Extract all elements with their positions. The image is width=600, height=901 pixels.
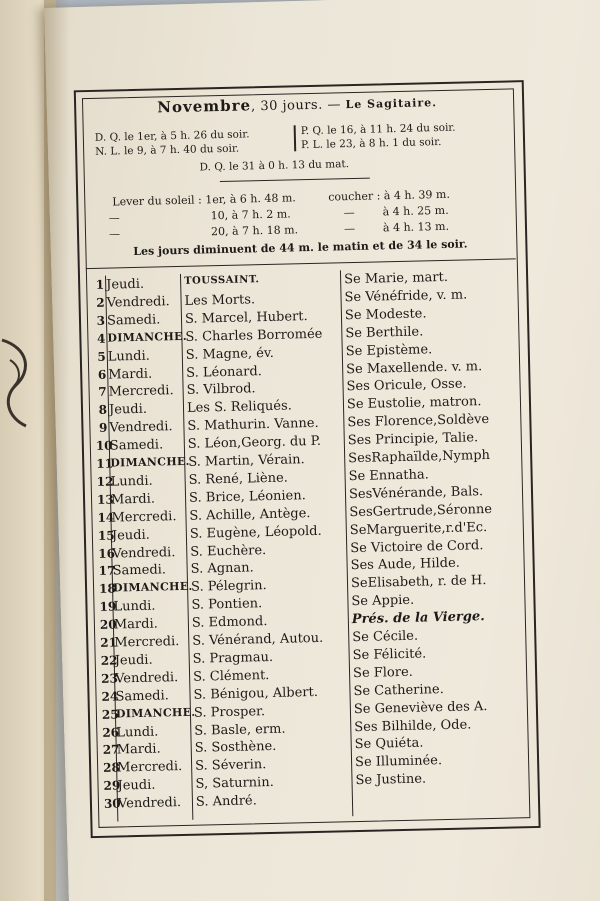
day-number: 8 [98,402,108,418]
male-saint: S. Euchère. [190,542,267,560]
weekday: Lundi. [110,473,153,490]
moon-phase-first-quarter: P. Q. le 16, à 11 h. 24 du soir. [300,121,456,138]
weekday: Samedi. [109,437,164,454]
day-number: 4 [96,331,106,346]
female-saint: Se Flore. [352,664,414,681]
day-number: 19 [99,599,117,615]
day-number: 11 [96,456,114,471]
male-saint: S. André. [195,793,257,810]
male-saint: S. Achille, Antège. [189,505,311,524]
male-saint: S. René, Liène. [188,470,288,488]
female-saint: Se Victoire de Cord. [350,537,484,556]
day-number: 30 [103,796,121,811]
sun-dash: — [343,221,356,236]
day-number: 12 [96,474,114,489]
female-saint: Ses Aude, Hilde. [350,556,461,574]
male-saint: S. Clément. [192,667,270,685]
weekday: Mardi. [110,491,156,508]
female-saint: Se Epistème. [345,341,433,359]
male-saint: S. Prosper. [193,703,266,721]
day-number: 5 [97,349,106,364]
male-saint: S. Marcel, Hubert. [184,308,308,327]
female-saint: Se Illuminée. [354,753,443,771]
female-saint: Se Quiéta. [354,735,424,753]
day-number: 25 [101,707,119,722]
weekday: Jeudi. [108,402,148,418]
weekday: Vendredi. [114,669,179,687]
female-saint: Se Justine. [355,771,427,789]
month-name: Novembre [157,96,252,117]
male-saint: S. Basle, erm. [194,721,286,739]
day-number: 29 [103,778,121,794]
weekday: Jeudi. [111,527,150,544]
male-saint: S. Sosthène. [194,739,277,757]
sun-dash: — [108,211,120,225]
day-number: 13 [96,492,114,507]
male-saint: TOUSSAINT. [184,274,260,287]
male-saint: S. Vénérand, Autou. [192,630,324,649]
female-saint: Ses Bilhilde, Ode. [354,716,472,735]
sunset-row-2: à 4 h. 25 m. [382,203,449,219]
female-saint: Se Ennatha. [348,467,429,485]
weekday: Jeudi. [106,276,145,293]
day-number: 15 [97,528,115,543]
weekday: Vendredi. [117,795,182,812]
female-saint: Se Appie. [351,592,415,610]
female-saint: Se Maxellende. v. m. [346,358,483,377]
moon-phase-last-quarter: D. Q. le 1er, à 5 h. 26 du soir. [94,128,250,144]
sunset-row-3: à 4 h. 13 m. [382,219,450,235]
male-saint: S. Léon,Georg. du P. [187,433,322,452]
month-length: , 30 jours. — [250,97,346,115]
female-saint: Prés. de la Vierge. [351,609,485,628]
male-saint: S. Séverin. [194,757,267,775]
day-number: 23 [100,671,118,686]
daylength-note: Les jours diminuent de 44 m. le matin et de 34 le soir. [133,237,468,259]
female-saint: SeMarguerite,r.d'Ec. [349,519,488,538]
day-number: 17 [98,563,116,579]
weekday: Mercredi. [114,634,180,651]
female-saint: Se Cécile. [352,628,419,646]
female-saint: SesRaphaïlde,Nymph [348,447,491,467]
decorative-ornament-icon [0,330,34,440]
sun-dash: — [343,205,355,220]
weekday: Mardi. [113,616,158,633]
male-saint: S. Charles Borromée [185,326,323,345]
day-number: 27 [102,742,120,758]
female-saint: Se Geneviève des A. [353,698,488,717]
weekday: Mercredi. [111,508,177,526]
day-number: 26 [102,724,120,740]
female-saint: Ses Florence,Soldève [347,412,490,431]
day-number: 21 [100,635,118,650]
weekday: Vendredi. [109,419,173,436]
female-saint: SeElisabeth, r. de H. [350,573,487,592]
weekday: Lundi. [113,598,156,615]
weekday: DIMANCHE. [110,454,190,470]
male-saint: S. Martin, Vérain. [188,452,305,470]
moon-phase-last-quarter-end: D. Q. le 31 à 0 h. 13 du mat. [199,158,350,174]
male-saint: S. Pélegrin. [190,578,267,596]
weekday: Mardi. [116,741,161,758]
male-saint: S. Léonard. [186,363,263,381]
male-saint: S. Pragmau. [192,649,274,667]
male-saint: Les S. Reliqués. [186,398,292,417]
day-number: 3 [96,313,106,328]
female-saint: Se Marie, mart. [343,269,449,288]
day-number: 7 [98,385,107,400]
sunrise-row-3: 20, à 7 h. 18 m. [210,223,299,239]
female-saint: Se Félicité. [352,646,427,664]
female-saint: Ses Oricule, Osse. [346,376,467,395]
male-saint: S. Mathurin. Vanne. [187,416,319,435]
male-saint: S. Eugène, Léopold. [189,523,322,542]
female-saint: SesGertrude,Séronne [349,501,493,520]
day-number: 22 [100,653,118,668]
male-saint: S. Pontien. [191,596,263,613]
weekday: Mercredi. [108,383,174,400]
male-saint: S. Agnan. [190,560,254,578]
calendar-content [88,91,522,822]
day-number: 20 [99,617,117,632]
day-number: 18 [98,581,116,597]
page-gutter-shadow [44,0,70,901]
zodiac-sign: Le Sagitaire. [345,96,438,112]
sunrise-row-1: Lever du soleil : 1er, à 6 h. 48 m. [112,191,296,209]
calendar-table [92,266,522,821]
day-number: 2 [96,295,105,310]
day-number: 1 [95,277,105,292]
weekday: DIMANCHE. [115,705,196,721]
weekday: DIMANCHE. [107,329,188,345]
weekday: Lundi. [107,348,150,365]
female-saint: Se Modeste. [344,306,427,324]
day-number: 9 [98,420,108,436]
female-saint: Ses Principie, Talie. [347,430,479,449]
day-number: 10 [95,438,113,454]
female-saint: Se Vénéfride, v. m. [344,287,468,306]
sun-dash: — [108,227,121,241]
female-saint: SesVénérande, Bals. [348,483,484,502]
day-number: 6 [97,367,107,382]
sunset-row-1: coucher : à 4 h. 39 m. [328,187,451,204]
weekday: Samedi. [115,688,169,705]
weekday: DIMANCHE. [112,580,193,595]
day-number: 28 [103,760,121,776]
weekday: Lundi. [116,724,159,741]
female-saint: Se Catherine. [353,681,444,699]
male-saint: S. Bénigou, Albert. [193,684,319,703]
moon-phase-full-moon: P. L. le 23, à 8 h. 1 du soir. [300,135,442,152]
weekday: Jeudi. [114,652,153,669]
weekday: Jeudi. [117,777,156,794]
weekday: Mercredi. [116,759,183,776]
male-saint: S. Vilbrod. [186,381,256,399]
female-saint: Se Berthile. [345,324,424,341]
day-number: 24 [101,689,119,704]
weekday: Samedi. [112,562,167,579]
female-saint: Se Eustolie, matron. [346,394,482,413]
male-saint: S. Magne, év. [185,345,275,363]
moon-phase-new-moon: N. L. le 9, à 7 h. 40 du soir. [95,142,240,158]
male-saint: S. Brice, Léonien. [188,487,306,506]
weekday: Vendredi. [112,544,176,562]
male-saint: S. Edmond. [191,614,268,631]
weekday: Mardi. [108,366,153,383]
male-saint: Les Morts. [184,292,256,309]
day-number: 16 [98,546,116,561]
male-saint: S, Saturnin. [195,775,274,792]
weekday: Samedi. [106,312,161,329]
day-number: 14 [97,510,115,525]
weekday: Vendredi. [106,294,170,311]
sunrise-row-2: 10, à 7 h. 2 m. [210,207,291,223]
